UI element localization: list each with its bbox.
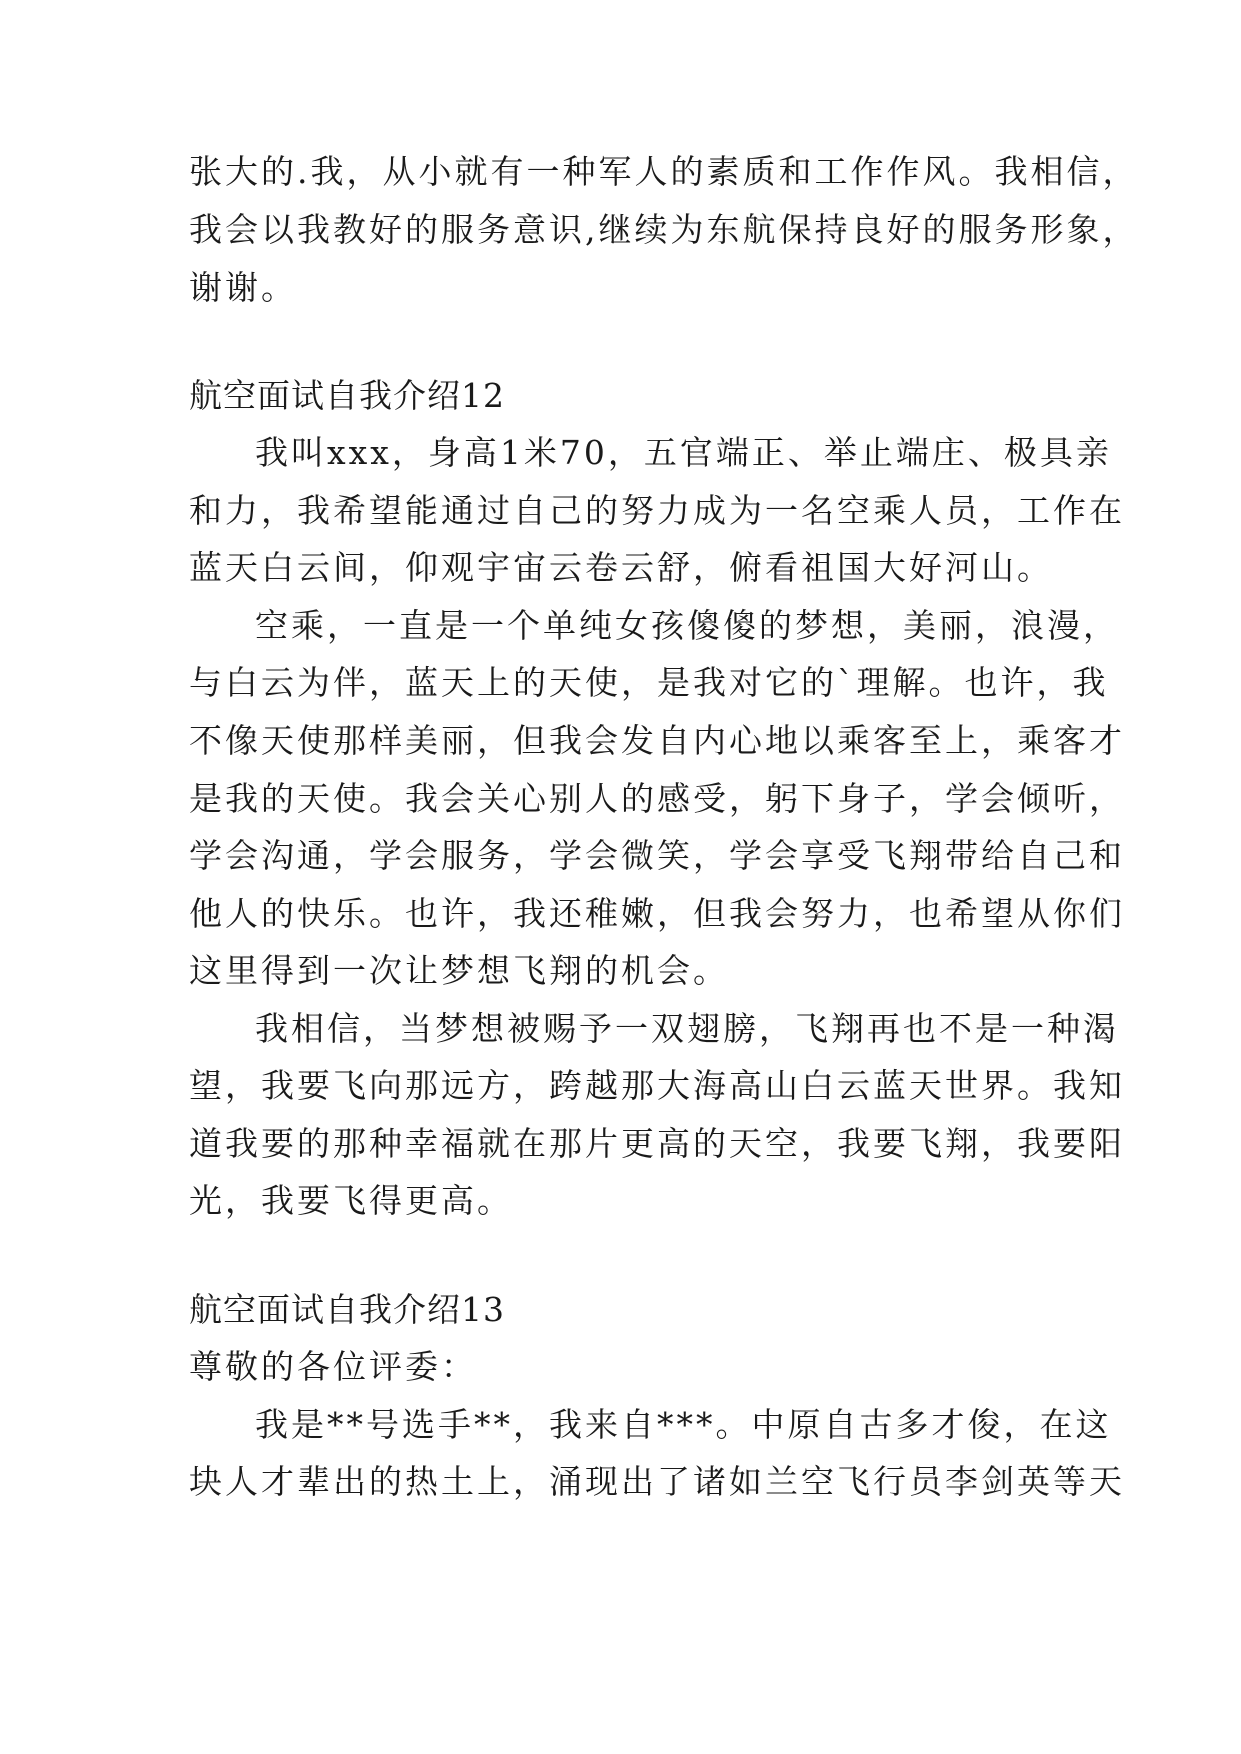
text-line: 块人才辈出的热土上，涌现出了诸如兰空飞行员李剑英等天 (189, 1462, 1125, 1501)
text-line: 这里得到一次让梦想飞翔的机会。 (189, 951, 729, 990)
text-line: 我相信，当梦想被赐予一双翅膀，飞翔再也不是一种渴 (255, 1009, 1119, 1048)
text-line: 我叫xxx，身高1米70，五官端正、举止端庄、极具亲 (255, 433, 1112, 472)
text-line: 我是**号选手**，我来自***。中原自古多才俊，在这 (255, 1405, 1112, 1444)
text-line: 不像天使那样美丽，但我会发自内心地以乘客至上，乘客才 (189, 721, 1125, 760)
text-line: 空乘，一直是一个单纯女孩傻傻的梦想，美丽，浪漫， (255, 606, 1119, 645)
text-line: 和力，我希望能通过自己的努力成为一名空乘人员，工作在 (189, 491, 1125, 530)
salutation: 尊敬的各位评委： (189, 1347, 477, 1386)
text-line: 谢谢。 (189, 268, 297, 307)
section-heading: 航空面试自我介绍12 (189, 376, 505, 415)
text-line: 道我要的那种幸福就在那片更高的天空，我要飞翔，我要阳 (189, 1124, 1125, 1163)
text-line: 蓝天白云间，仰观宇宙云卷云舒，俯看祖国大好河山。 (189, 548, 1053, 587)
text-line: 与白云为伴，蓝天上的天使，是我对它的`理解。也许，我 (189, 663, 1109, 702)
text-line: 他人的快乐。也许，我还稚嫩，但我会努力，也希望从你们 (189, 894, 1125, 933)
text-line: 光，我要飞得更高。 (189, 1181, 513, 1220)
text-line: 我会以我教好的服务意识,继续为东航保持良好的服务形象， (189, 210, 1139, 249)
text-line: 张大的.我，从小就有一种军人的素质和工作作风。我相信， (189, 152, 1139, 191)
text-line: 学会沟通，学会服务，学会微笑，学会享受飞翔带给自己和 (189, 836, 1125, 875)
text-line: 是我的天使。我会关心别人的感受，躬下身子，学会倾听， (189, 779, 1125, 818)
text-line: 望，我要飞向那远方，跨越那大海高山白云蓝天世界。我知 (189, 1066, 1125, 1105)
section-heading: 航空面试自我介绍13 (189, 1290, 505, 1329)
